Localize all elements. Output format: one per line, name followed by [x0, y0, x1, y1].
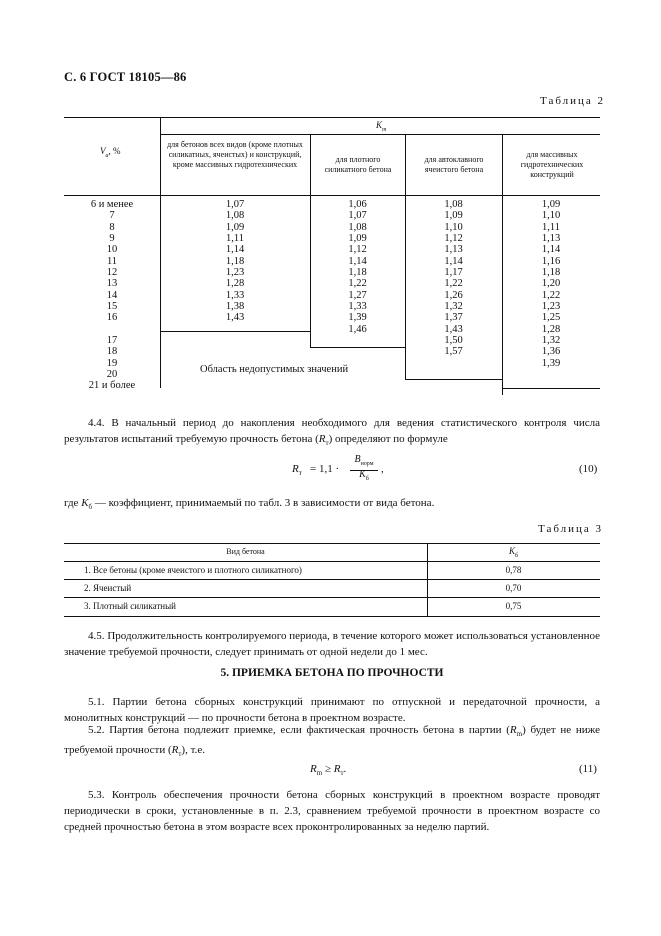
va-value: 19: [106, 357, 118, 369]
table3-row-value: 0,70: [505, 583, 522, 593]
col4-value: 1,22: [541, 289, 561, 301]
col3-value: 1,57: [444, 346, 463, 358]
col2-value: 1,09: [348, 233, 367, 245]
table2-caption: Таблица 2: [540, 95, 606, 107]
col2-value: 1,08: [348, 221, 367, 233]
va-value: 12: [106, 267, 118, 279]
col4-value: 1,32: [541, 335, 561, 347]
va-value: 7: [109, 210, 115, 222]
col4-value: 1,13: [541, 233, 561, 245]
table3-bottom-rule: [64, 616, 600, 617]
col3-value: 1,12: [444, 233, 463, 245]
formula-11-number: (11): [579, 763, 597, 775]
table3-row-rule: [64, 597, 600, 598]
col4-value: 1,25: [541, 312, 561, 324]
col3-header: для автоклавного ячеистого бетона: [424, 155, 484, 174]
kt-header: $K_т$: [376, 120, 387, 133]
col3-value: 1,08: [444, 199, 463, 210]
va-value: 10: [106, 244, 118, 256]
col2-value: 1,33: [348, 301, 367, 313]
col2-header: для плотного силикатного бетона: [324, 155, 392, 174]
col1-value: 1,33: [225, 289, 245, 301]
table3-head-kb: $K_б$: [508, 546, 519, 559]
col4-value: 1,23: [541, 301, 561, 313]
table3-caption: Таблица 3: [538, 523, 604, 535]
col2-value: 1,39: [348, 312, 367, 324]
table3-row-name: 2. Ячеистый: [84, 583, 132, 593]
col4-value: 1,39: [541, 357, 561, 369]
formula-11: $R_m \ge R_т$.: [310, 763, 347, 778]
col4-value: 1,16: [541, 255, 561, 267]
table3-row-name: 1. Все бетоны (кроме ячеистого и плотного силикатного): [84, 565, 302, 575]
col2-values: [310, 199, 405, 335]
col3-value: 1,50: [444, 335, 463, 347]
col4-value: 1,10: [541, 210, 561, 222]
va-value: 14: [106, 289, 118, 301]
col3-value: 1,22: [444, 278, 463, 290]
col4-value: 1,20: [541, 278, 561, 290]
va-value: 8: [109, 221, 115, 233]
col4-value: 1,36: [541, 346, 561, 358]
col1-value: 1,07: [225, 199, 245, 210]
col4-value: 1,11: [542, 221, 560, 233]
col4-values: [502, 199, 600, 369]
va-column: [64, 199, 160, 324]
col3-value: 1,43: [444, 323, 463, 335]
table3-top-rule: [64, 543, 600, 544]
va-value: 13: [106, 278, 118, 290]
col2-value: 1,12: [348, 244, 367, 256]
va-value: 16: [106, 312, 118, 324]
table3-row-name: 3. Плотный силикатный: [84, 601, 176, 611]
col1-value: 1,09: [225, 221, 245, 233]
where-kb-note: где $K_б$ — коэффициент, принимаемый по табл. 3 в зависимости от вида бетона.: [64, 497, 435, 512]
page-header: С. 6 ГОСТ 18105—86: [64, 70, 187, 84]
col1-value: 1,38: [225, 301, 245, 313]
col3-value: 1,09: [444, 210, 463, 222]
col2-value: 1,27: [348, 289, 367, 301]
col4-header: для массивных гидротехнических конструкций: [520, 150, 584, 179]
table2-header-rule: [64, 195, 600, 196]
va-value: 21 и более: [88, 380, 136, 392]
col1-value: 1,28: [225, 278, 245, 290]
paragraph-4-4: 4.4. В начальный период до накопления необходимого для ведения статистического контроля числа результатов испытаний требуемую прочность бетона $(R_т)$ определяют по формуле: [64, 417, 600, 448]
col2-value: 1,14: [348, 255, 367, 267]
col3-values: [405, 199, 502, 358]
col4-value: 1,28: [541, 323, 561, 335]
va-value: 11: [106, 255, 118, 267]
col3-value: 1,13: [444, 244, 463, 256]
col3-value: 1,14: [444, 255, 463, 267]
col2-value: 1,07: [348, 210, 367, 222]
va-column-lower: [64, 335, 160, 392]
table3-head-kind: Вид бетона: [226, 547, 265, 556]
table2-top-rule: [64, 117, 600, 118]
col1-value: 1,11: [226, 233, 244, 245]
formula-10: $R_т$ = 1,1 · $B_{норм}$ $K_б$ ,: [292, 454, 384, 482]
col2-value: 1,18: [348, 267, 367, 279]
col3-value: 1,26: [444, 289, 463, 301]
col4-value: 1,18: [541, 267, 561, 279]
col1-value: 1,14: [225, 244, 245, 256]
table3-row-rule: [64, 579, 600, 580]
col2-value: 1,06: [348, 199, 367, 210]
paragraph-5-2: 5.2. Партия бетона подлежит приемке, если фактическая прочность бетона в партии $(R_m)$ будет не ниже требуемой прочности $(R_т)$, т.е.: [64, 724, 600, 759]
col1-value: 1,18: [225, 255, 245, 267]
table2-col3-end: [405, 379, 502, 380]
col1-values: [160, 199, 310, 324]
va-value: 18: [106, 346, 118, 358]
table2-col2-end: [310, 347, 405, 348]
va-value: 20: [106, 369, 118, 381]
paragraph-5-3: 5.3. Контроль обеспечения прочности бетона сборных конструкций в проектном возрасте проводят периодически в сроки, установленные в п. 2.3, сравнением требуемой прочности в проектном возрасте со средней прочностью бетона в этом возрасте всех проконтролированных за неделю партий.: [64, 789, 600, 833]
col1-value: 1,08: [225, 210, 245, 222]
col1-value: 1,43: [225, 312, 245, 324]
col2-value: 1,22: [348, 278, 367, 290]
col2-value: 1,46: [348, 323, 367, 335]
col4-value: 1,09: [541, 199, 561, 210]
table2-col4-end: [502, 388, 600, 389]
table3-row-value: 0,75: [505, 601, 522, 611]
paragraph-5-1: 5.1. Партии бетона сборных конструкций принимают по отпускной и передаточной прочности, а монолитных конструкций — по прочности бетона в проектном возрасте.: [64, 696, 600, 724]
table3-header-rule: [64, 561, 600, 562]
table3-row-value: 0,78: [505, 565, 522, 575]
table2-col1-end: [160, 331, 310, 332]
section-5-title: 5. ПРИЕМКА БЕТОНА ПО ПРОЧНОСТИ: [220, 667, 444, 679]
va-value: 9: [109, 233, 115, 245]
col4-value: 1,14: [541, 244, 561, 256]
va-value: 15: [106, 301, 118, 313]
col3-value: 1,17: [444, 267, 463, 279]
col3-value: 1,32: [444, 301, 463, 313]
col1-value: 1,23: [225, 267, 245, 279]
col1-header: для бетонов всех видов (кроме плотных силикатных, ячеистых) и конструкций, кроме массивных гидротехнических: [167, 140, 303, 169]
table2-kt-rule: [160, 134, 600, 135]
col3-value: 1,37: [444, 312, 463, 324]
forbidden-area-label: Область недопустимых значений: [200, 364, 349, 375]
col3-value: 1,10: [444, 221, 463, 233]
va-value: 17: [106, 335, 118, 346]
formula-10-number: (10): [579, 463, 598, 475]
va-value: 6 и менее: [90, 199, 134, 210]
paragraph-4-5: 4.5. Продолжительность контролируемого периода, в течение которого может использоваться установленное значение требуемой прочности, следует принимать от одной недели до 1 мес.: [64, 630, 600, 658]
va-header: $V_a$, %: [100, 146, 121, 159]
